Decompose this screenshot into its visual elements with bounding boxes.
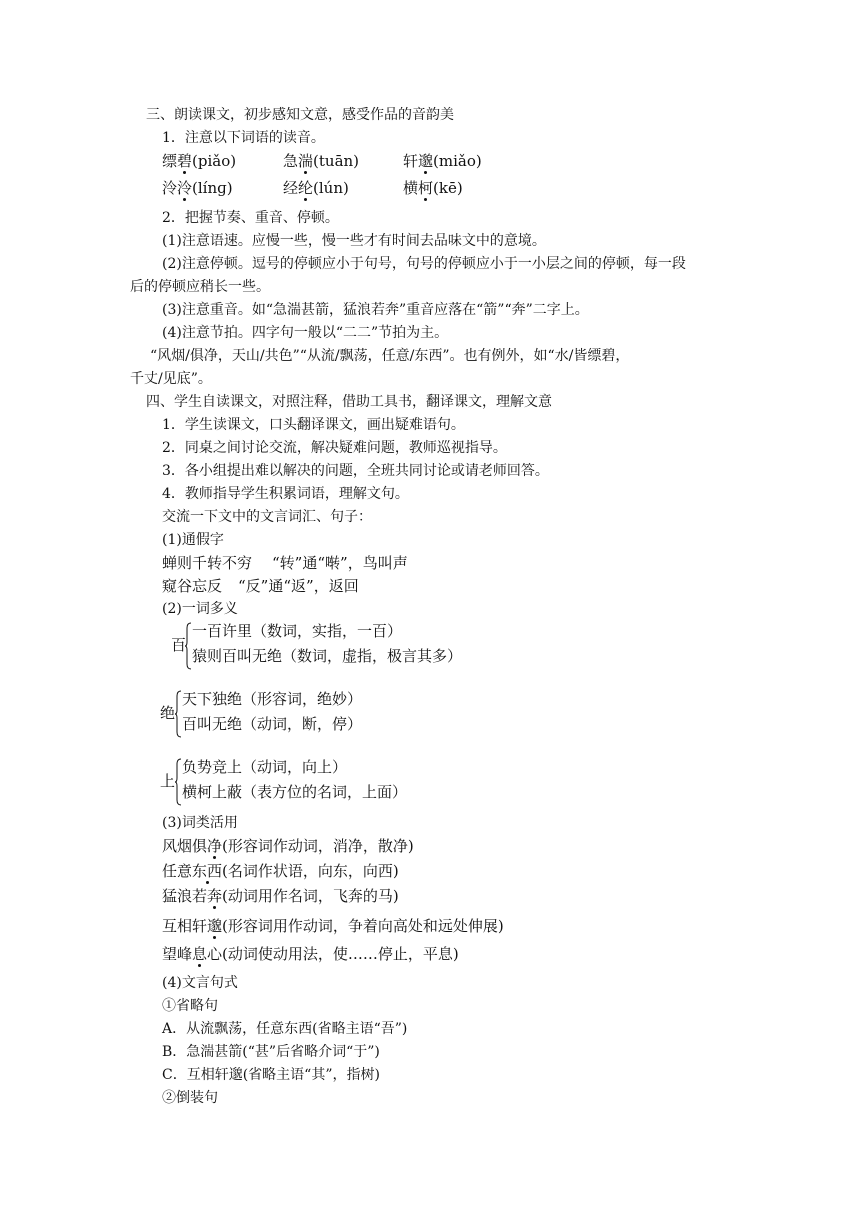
pron-3: 轩邈(miǎo) (403, 152, 482, 170)
point-2a: (2)注意停顿。逗号的停顿应小于句号，句号的停顿应小于一小层之间的停顿，每一段 (162, 256, 686, 272)
section4-heading: 四、学生自读课文，对照注释，借助工具书，翻译课文，理解文意 (146, 394, 552, 410)
tongjia-title: (1)通假字 (162, 532, 224, 548)
pron-2: 急湍(tuān) (283, 152, 360, 170)
shenglue-b: B．急湍甚箭(“甚”后省略介词“于”) (162, 1044, 380, 1060)
point-5a: “风烟/俱净，天山/共色”“从流/飘荡，任意/东西”。也有例外，如“水/皆缥碧， (150, 348, 630, 364)
duoyi-jue-a: 天下独绝（形容词，绝妙） (182, 690, 363, 708)
duoyi-char-shang: 上 (160, 772, 176, 790)
duoyi-bai-b: 猿则百叫无绝（数词，虚指，极言其多） (192, 647, 463, 665)
duoyi-shang-b: 横柯上蔽（表方位的名词，上面） (182, 783, 408, 801)
point-4: (4)注意节拍。四字句一般以“二二”节拍为主。 (162, 325, 449, 341)
duoyi-shang-a: 负势竞上（动词，向上） (182, 758, 348, 776)
huoyong-row-2: 任意东西(名词作状语，向东，向西) (162, 862, 399, 880)
point-5b: 千丈/见底”。 (130, 371, 212, 387)
shenglue-a: A．从流飘荡，任意东西(省略主语“吾”) (162, 1021, 408, 1037)
step-4: 4．教师指导学生积累词语，理解文句。 (162, 486, 409, 502)
huoyong-row-4: 互相轩邈(形容词用作动词，争着向高处和远处伸展) (162, 917, 504, 935)
duoyi-char-jue: 绝 (160, 704, 176, 722)
huoyong-row-1: 风烟俱净(形容词作动词，消净，散净) (162, 837, 414, 855)
daozhuang-title: ②倒装句 (162, 1090, 218, 1106)
step-3: 3．各小组提出难以解决的问题，全班共同讨论或请老师回答。 (162, 463, 549, 479)
brace-icon (175, 690, 182, 738)
pron-4: 泠泠(línɡ) (162, 179, 233, 197)
duoyi-title: (2)一词多义 (162, 601, 238, 617)
duoyi-jue-b: 百叫无绝（动词，断，停） (182, 715, 363, 733)
shenglue-title: ①省略句 (162, 998, 218, 1014)
tongjia-row-1: 蝉则千转不穷 “转”通“啭”，鸟叫声 (162, 554, 408, 572)
huoyong-row-5: 望峰息心(动词使动用法，使……停止，平息) (162, 945, 459, 963)
step-1: 1．学生读课文，口头翻译课文，画出疑难语句。 (162, 417, 465, 433)
pron-5: 经纶(lún) (283, 179, 349, 197)
point-2b: 后的停顿应稍长一些。 (130, 279, 270, 295)
pron-6: 横柯(kē) (403, 179, 463, 197)
duoyi-bai-a: 一百许里（数词，实指，一百） (192, 622, 403, 640)
vocab-intro: 交流一下文中的文言词汇、句子： (162, 509, 372, 525)
item-2: 2．把握节奏、重音、停顿。 (162, 210, 339, 226)
step-2: 2．同桌之间讨论交流，解决疑难问题，教师巡视指导。 (162, 440, 507, 456)
shenglue-c: C．互相轩邈(省略主语“其”，指树) (162, 1067, 380, 1083)
item-1: 1．注意以下词语的读音。 (162, 130, 325, 146)
huoyong-row-3: 猛浪若奔(动词用作名词，飞奔的马) (162, 887, 399, 905)
pron-1: 缥碧(piǎo) (162, 152, 237, 170)
brace-icon (185, 622, 192, 670)
point-1: (1)注意语速。应慢一些，慢一些才有时间去品味文中的意境。 (162, 233, 546, 249)
duoyi-char-bai: 百 (171, 636, 187, 654)
tongjia-row-2: 窥谷忘反 “反”通“返”，返回 (162, 577, 359, 595)
point-3: (3)注意重音。如“急湍甚箭，猛浪若奔”重音应落在“箭”“奔”二字上。 (162, 302, 589, 318)
jushi-title: (4)文言句式 (162, 975, 238, 991)
section3-heading: 三、朗读课文，初步感知文意，感受作品的音韵美 (146, 107, 454, 123)
huoyong-title: (3)词类活用 (162, 815, 238, 831)
brace-icon (175, 758, 182, 806)
